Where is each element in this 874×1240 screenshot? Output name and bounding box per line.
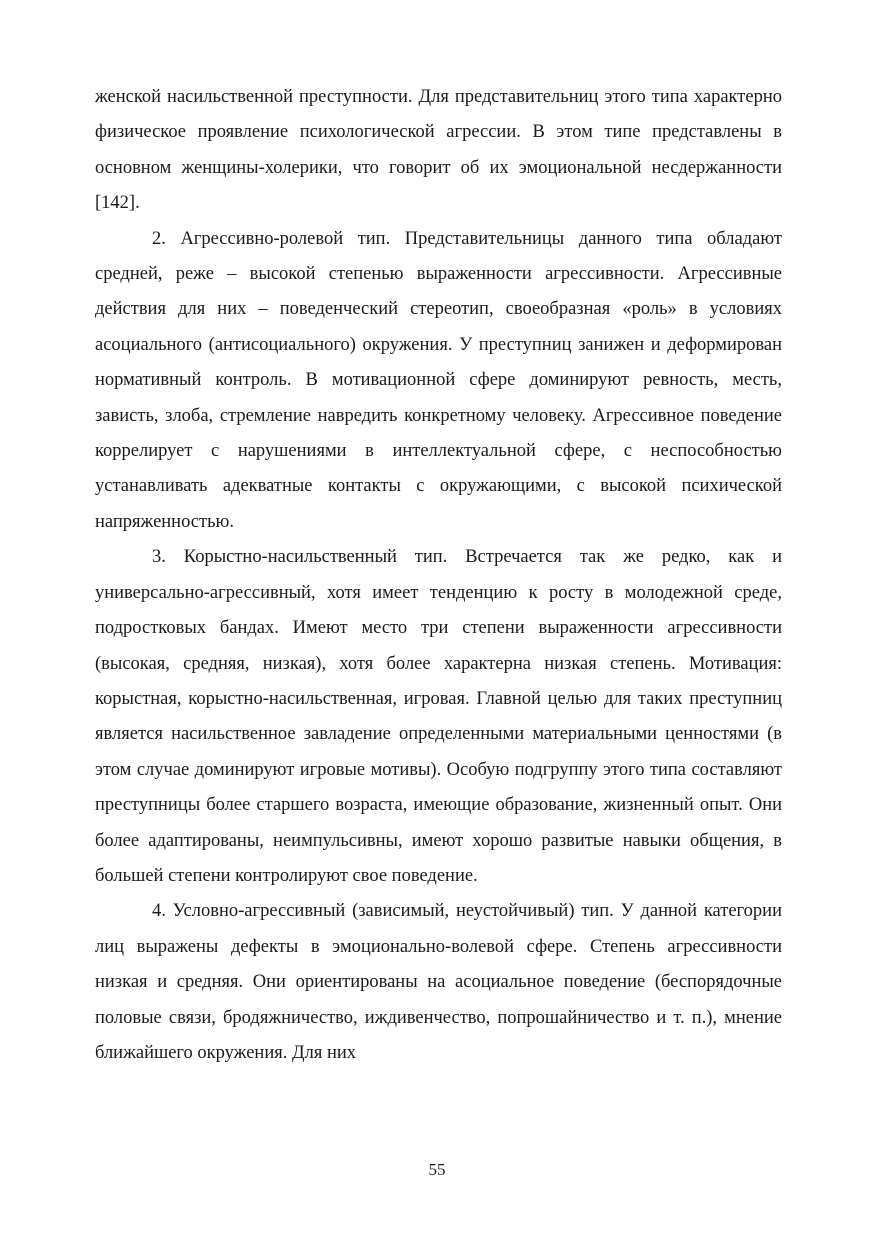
- document-page: [95, 80, 782, 1071]
- paragraph-type-4: 4. Условно-агрессивный (зависимый, неустойчивый) тип. У данной категории лиц выражены дефекты в эмоционально-волевой сфере. Степень агрессивности низкая и средняя. Они ориентированы на асоциальное поведение (беспорядочные половые связи, бродяжничество, иждивенчество, попрошайничество и т. п.), мнение ближайшего окружения. Для них: [95, 901, 782, 1063]
- page-number: 55: [428, 1160, 446, 1179]
- paragraph-type-3: 3. Корыстно-насильственный тип. Встречается так же редко, как и универсально-агрессивный, хотя имеет тенденцию к росту в молодежной среде, подростковых бандах. Имеют место три степени выраженности агрессивности (высокая, средняя, низкая), хотя более характерна низкая степень. Мотивация: корыстная, корыстно-насильственная, игровая. Главной целью для таких преступниц является насильственное завладение определенными материальными ценностями (в этом случае доминируют игровые мотивы). Особую подгруппу этого типа составляют преступницы более старшего возраста, имеющие образование, жизненный опыт. Они более адаптированы, неимпульсивны, имеют хорошо развитые навыки общения, в большей степени контролируют свое поведение.: [95, 547, 782, 886]
- paragraph-continuation: женской насильственной преступности. Для представительниц этого типа характерно физическое проявление психологической агрессии. В этом типе представлены в основном женщины-холерики, что говорит об их эмоциональной несдержанности [142].: [95, 87, 782, 214]
- paragraph-type-2: 2. Агрессивно-ролевой тип. Представительницы данного типа обладают средней, реже – высокой степенью выраженности агрессивности. Агрессивные действия для них – поведенческий стереотип, своеобразная «роль» в условиях асоциального (антисоциального) окружения. У преступниц занижен и деформирован нормативный контроль. В мотивационной сфере доминируют ревность, месть, зависть, злоба, стремление навредить конкретному человеку. Агрессивное поведение коррелирует с нарушениями в интеллектуальной сфере, с неспособностью устанавливать адекватные контакты с окружающими, с высокой психической напряженностью.: [95, 228, 782, 532]
